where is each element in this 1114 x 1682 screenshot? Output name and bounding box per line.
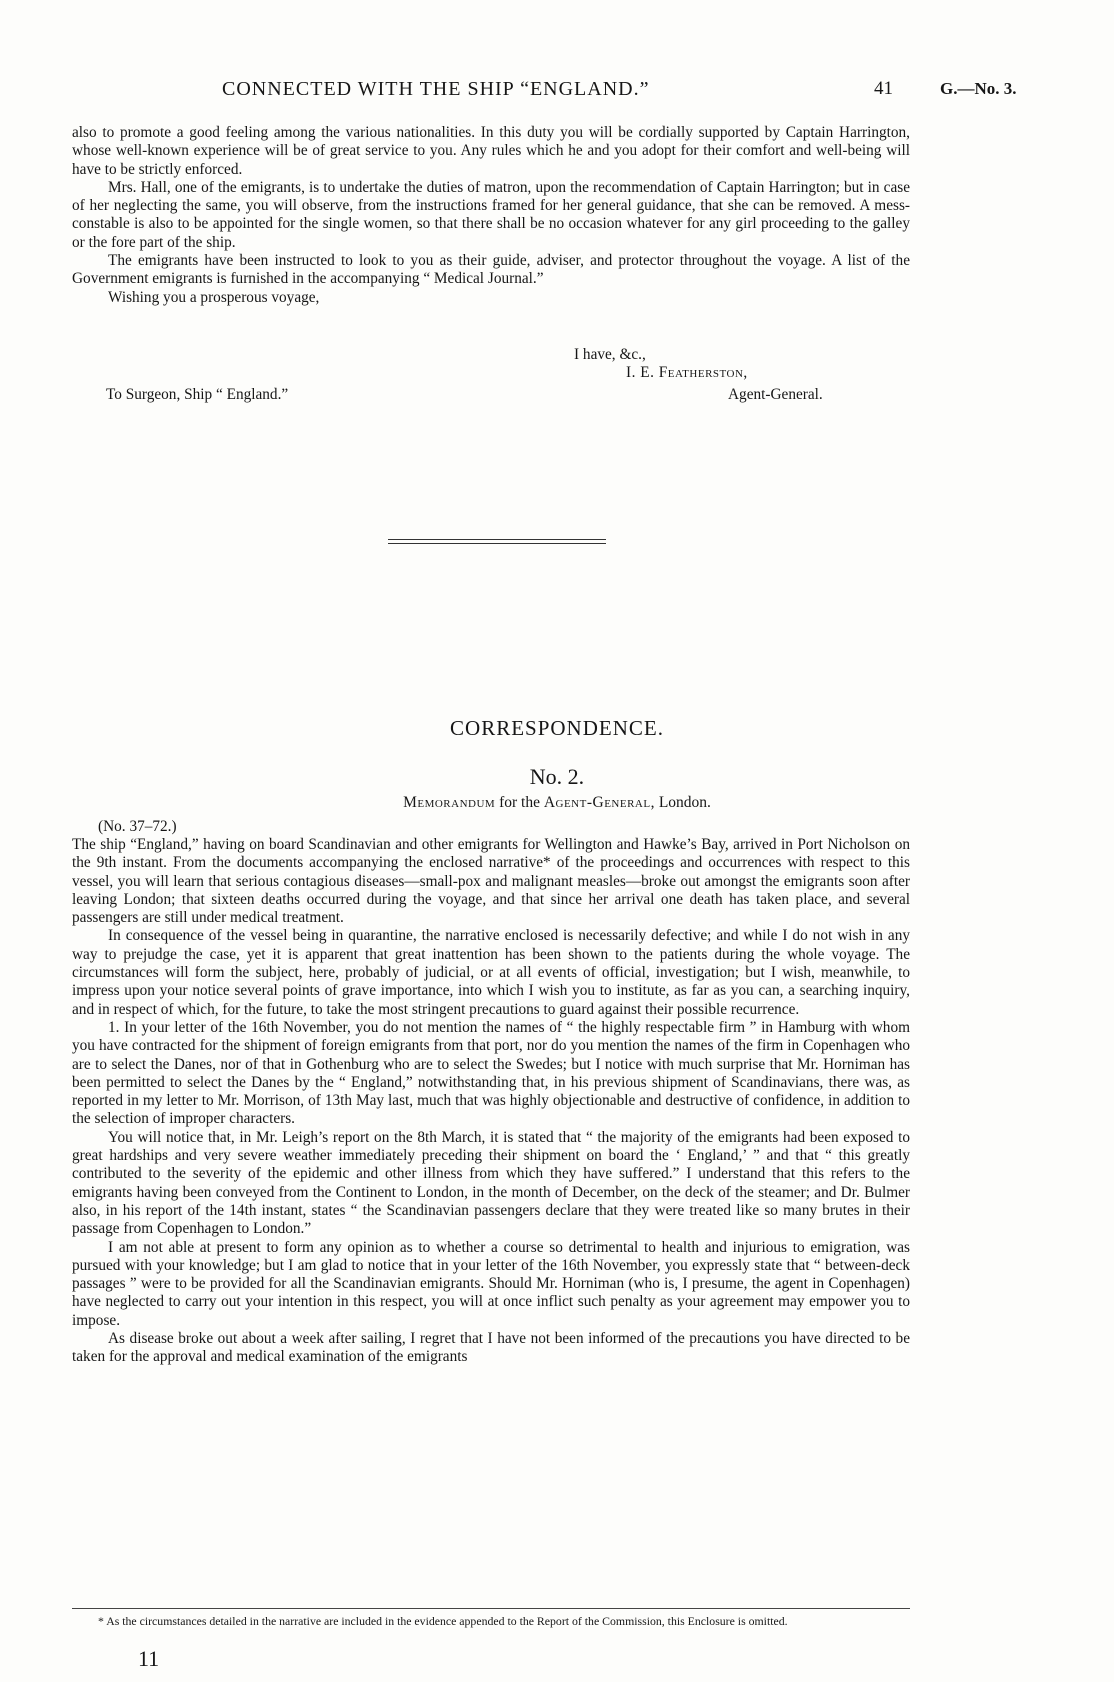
memo-paragraph: 1. In your letter of the 16th November, you do not mention the names of “ the highly respectable firm ” in Hamburg with whom you have contracted for the shipment of foreign emigrants from that port, nor do you mention the names of the firm in Copenhagen who are to select the Danes, nor of that in Gothenburg who are to select the Swedes; but I notice with much surprise that Mr. Horniman has been permitted to select the Danes by the “ England,” notwithstanding that, in his previous shipment of Scandinavians, there was, as reported in my letter to Mr. Morrison, of 13th May last, much that was highly objectionable and destructive of confidence, in addition to the selection of improper characters.	[72, 1018, 910, 1128]
memo-paragraph: As disease broke out about a week after sailing, I regret that I have not been informed of the precautions you have directed to be taken for the approval and medical examination of the emigrants	[72, 1330, 910, 1366]
printer-signature-mark: 11	[138, 1646, 160, 1671]
signatory-title: Agent-General.	[728, 386, 823, 403]
letter-body	[72, 124, 910, 307]
memo-paragraph: I am not able at present to form any opinion as to whether a course so detrimental to health and injurious to emigration, was pursued with your knowledge; but I am glad to notice that in your letter of the 16th November, you expressly state that “ between-deck passages ” were to be provided for all the Scandinavian emigrants. Should Mr. Horniman (who is, I presume, the agent in Copenhagen) have neglected to carry out your intention in this respect, you will at once inflict such penalty as your agreement may empower you to impose.	[72, 1238, 910, 1329]
page-number: 41	[874, 78, 893, 99]
section-title: CORRESPONDENCE.	[450, 716, 664, 740]
footnote	[72, 1614, 910, 1628]
paper-reference: G.—No. 3.	[940, 79, 1017, 98]
memo-paragraph: In consequence of the vessel being in quarantine, the narrative enclosed is necessarily defective; and while I do not wish in any way to prejudge the case, yet it is apparent that great inattention has been shown to the patients during the whole voyage. The circumstances will form the subject, here, probably of judicial, or at all events of official, investigation; but I wish, meanwhile, to impress upon your notice several points of grave importance, into which I wish you to institute, as far as you can, a searching inquiry, and in respect of which, for the future, to take the most stringent precautions to guard against their possible recurrence.	[72, 927, 910, 1018]
memo-paragraph: You will notice that, in Mr. Leigh’s report on the 8th March, it is stated that “ the majority of the emigrants had been exposed to great hardships and very severe weather immediately preceding their shipment on board the ‘ England,’ ” and that “ this greatly contributed to the severity of the epidemic and other illness from which they have suffered.” I understand that this refers to the emigrants having been conveyed from the Continent to London, in the month of December, on the deck of the steamer; and Dr. Bulmer also, in his report of the 14th instant, states “ the Scandinavian passengers declare that they were treated like so many brutes in their passage from Copenhagen to London.”	[72, 1128, 910, 1238]
memo-paragraph: The ship “England,” having on board Scandinavian and other emigrants for Wellington and Hawke’s Bay, arrived in Port Nicholson on the 9th instant. From the documents accompanying the enclosed narrative* of the proceedings and occurrences with respect to this vessel, you will learn that serious contagious diseases—small-pox and malignant measles—broke out amongst the emigrants soon after leaving London; that sixteen deaths occurred during the voyage, and that since her arrival one death has taken place, and several passengers are still under medical treatment.	[72, 836, 910, 927]
letter-addressee: To Surgeon, Ship “ England.”	[106, 386, 289, 403]
letter-paragraph: Wishing you a prosperous voyage,	[108, 288, 320, 306]
letter-paragraph: also to promote a good feeling among the various nationalities. In this duty you will be cordially supported by Captain Harrington, whose well-known experience will be of great service to you. Any rules which he and you adopt for their comfort and well-being will have to be strictly enforced.	[72, 124, 910, 178]
reference-number: (No. 37–72.)	[98, 818, 177, 835]
memorandum-body	[72, 836, 910, 1367]
letter-paragraph: Mrs. Hall, one of the emigrants, is to undertake the duties of matron, upon the recommendation of Captain Harrington; but in case of her neglecting the same, you will observe, from the instructions framed for her general guidance, that she can be removed. A mess-constable is also to be appointed for the single women, so that there shall be no occasion whatever for any girl proceeding to the galley or the fore part of the ship.	[72, 178, 910, 251]
memo-for: for the	[499, 794, 540, 811]
letter-closing: I have, &c.,	[574, 346, 646, 363]
footnote-divider	[72, 1608, 910, 1609]
memorandum-heading	[0, 794, 1114, 812]
running-title: CONNECTED WITH THE SHIP “ENGLAND.”	[222, 78, 650, 100]
memo-place: London.	[658, 794, 711, 811]
memo-prefix: Memorandum	[403, 794, 496, 811]
signatory-name: I. E. Featherston,	[626, 364, 748, 381]
section-divider	[388, 543, 606, 544]
page-header	[0, 78, 1114, 108]
document-number: No. 2.	[529, 764, 585, 789]
footnote-text: * As the circumstances detailed in the narrative are included in the evidence appended to the Report of the Commission, this Enclosure is omitted.	[98, 1614, 788, 1628]
section-divider	[388, 539, 606, 540]
letter-paragraph: The emigrants have been instructed to look to you as their guide, adviser, and protector throughout the voyage. A list of the Government emigrants is furnished in the accompanying “ Medical Journal.”	[72, 252, 910, 288]
memo-recipient: Agent-General,	[543, 794, 655, 811]
